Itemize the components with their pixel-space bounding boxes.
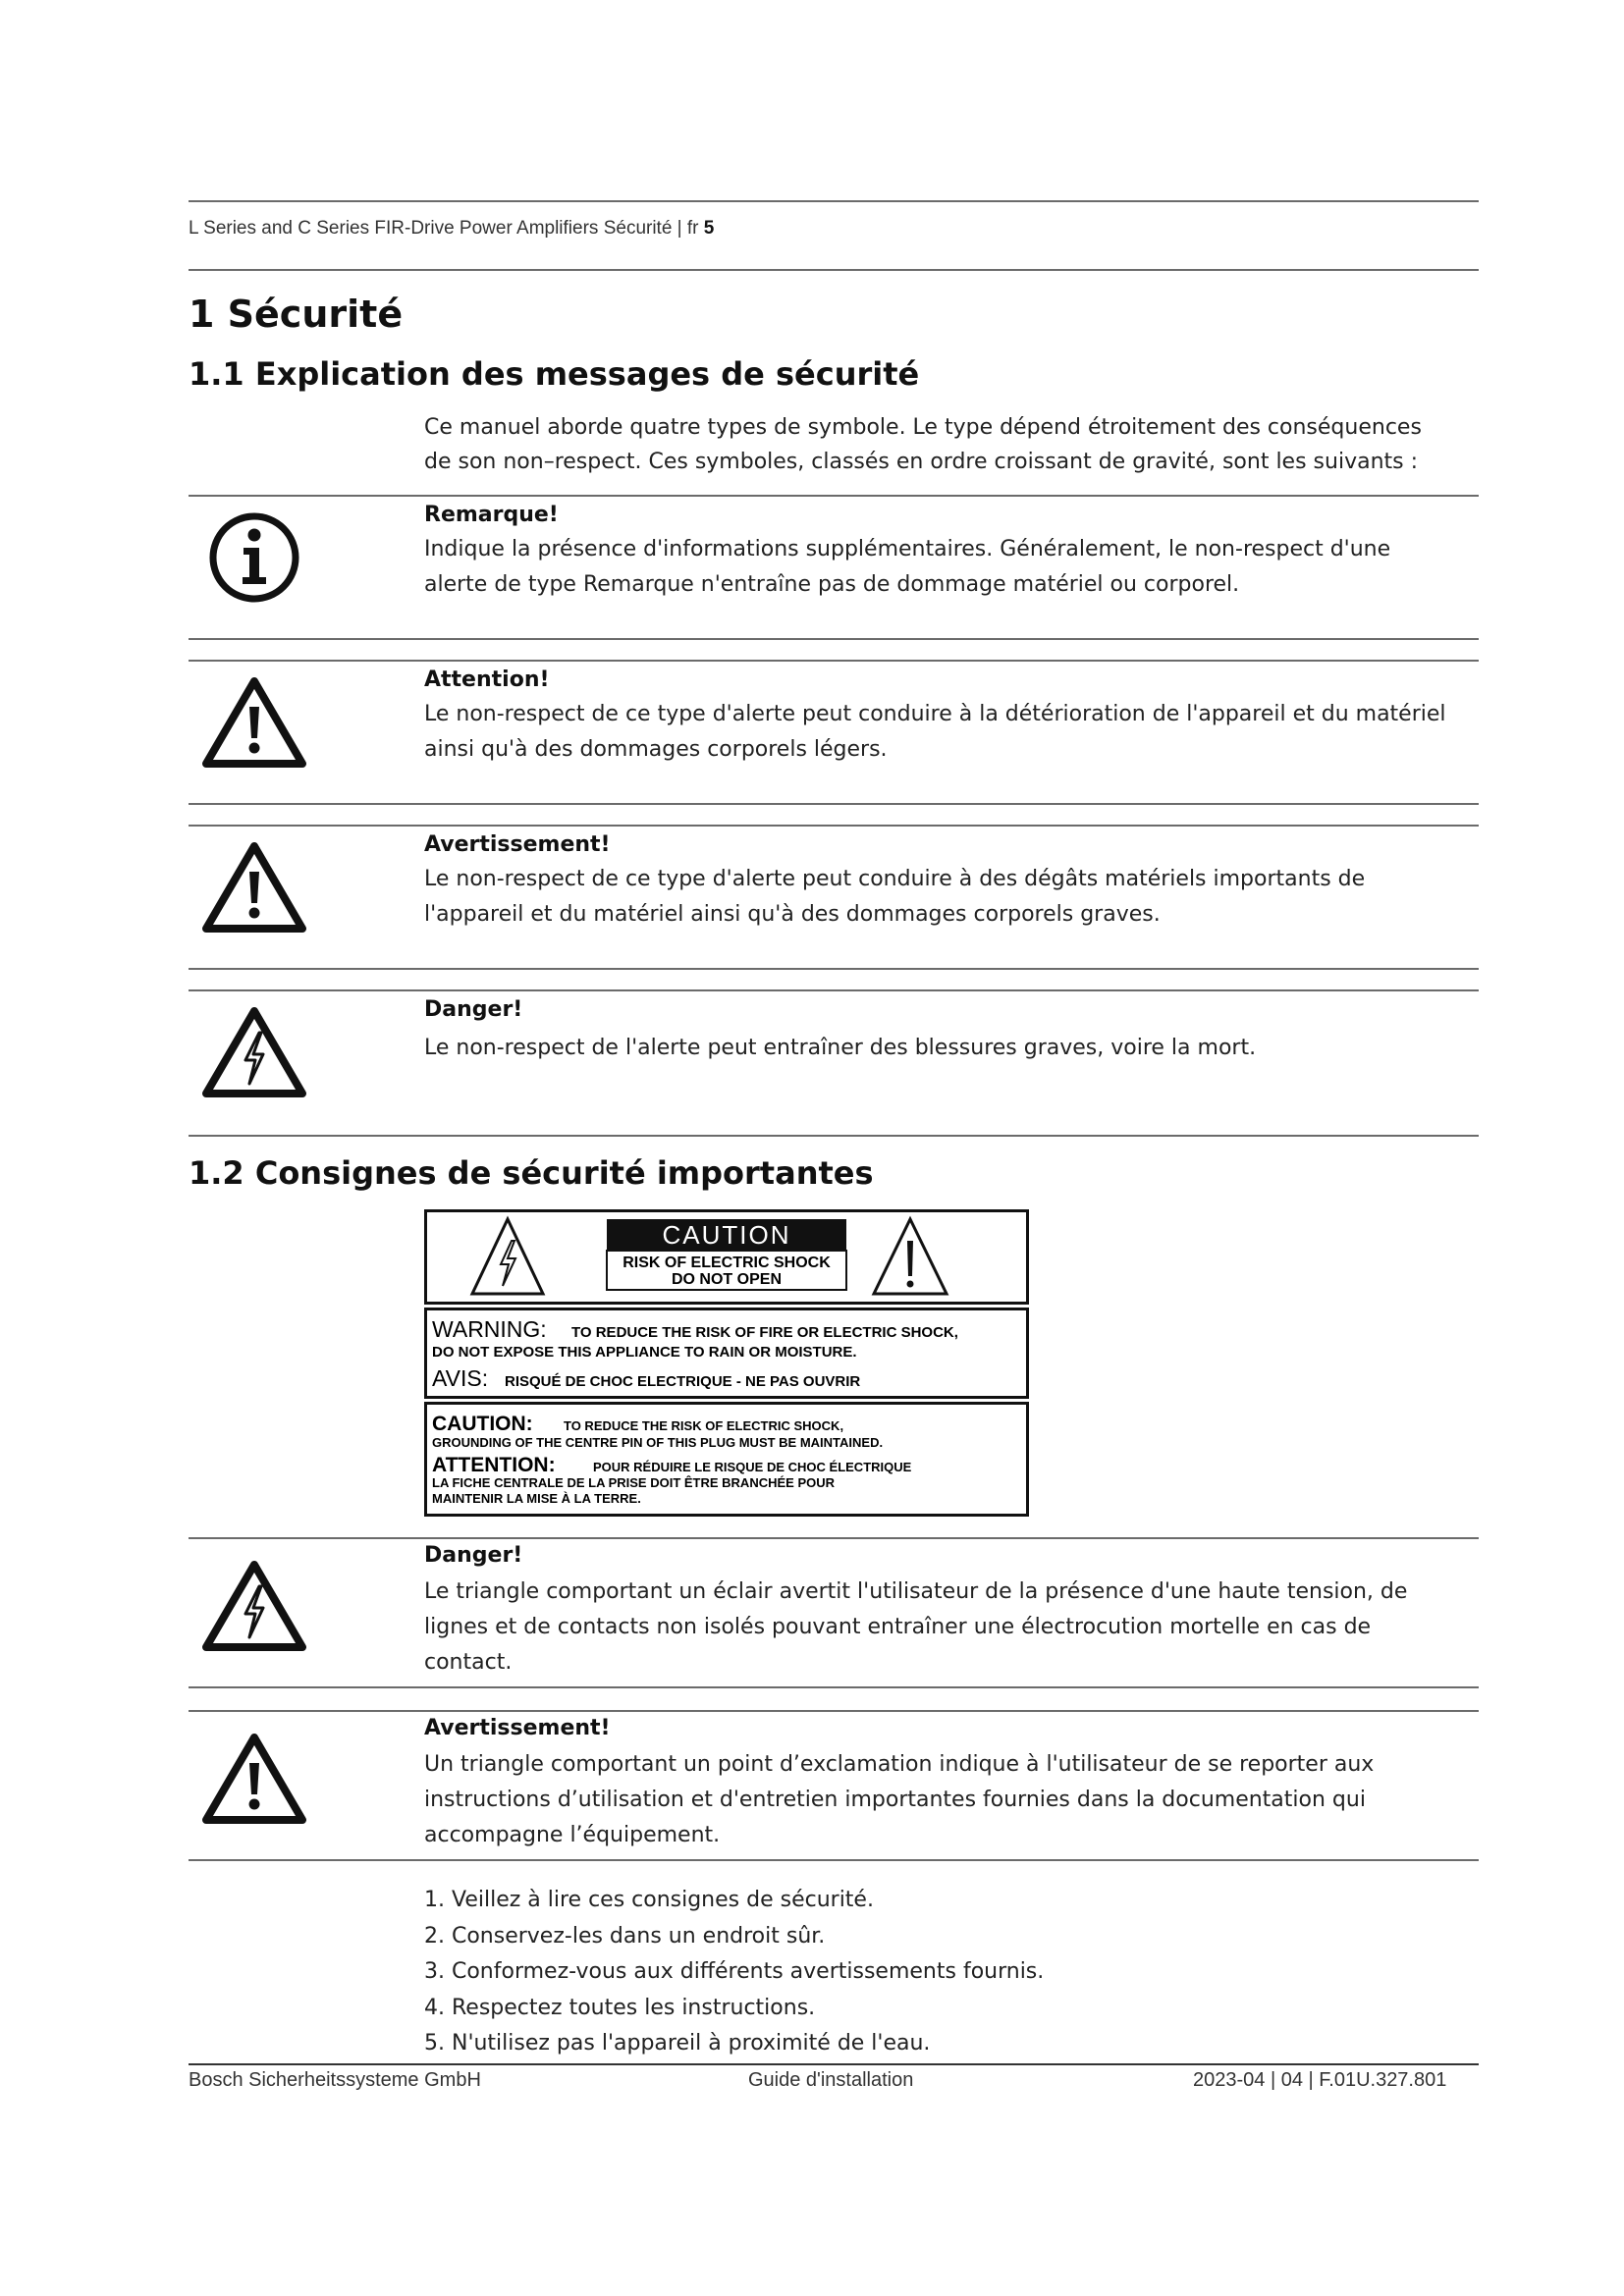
intro-line-2: de son non–respect. Ces symboles, classés en ordre croissant de gravité, sont les suivants : (424, 450, 1418, 474)
note-top-rule (189, 825, 1479, 827)
note-body-danger (424, 1575, 1477, 1681)
caution-line-1: TO REDUCE THE RISK OF ELECTRIC SHOCK, (564, 1418, 844, 1433)
intro-line-1: Ce manuel aborde quatre types de symbole. Le type dépend étroitement des conséquences (424, 415, 1422, 440)
note-body-line: Un triangle comportant un point d’exclamation indique à l'utilisateur de se reporter aux (424, 1752, 1375, 1777)
note-top-rule (189, 495, 1479, 497)
high-voltage-icon (200, 1557, 308, 1655)
running-header (189, 218, 714, 240)
risk-line-2: DO NOT OPEN (671, 1271, 783, 1288)
attention-line-2: LA FICHE CENTRALE DE LA PRISE DOIT ÊTRE BRANCHÉE POUR (432, 1475, 836, 1490)
subsection-title-1-1: 1.1 Explication des messages de sécurité (189, 355, 920, 393)
note-top-rule (189, 1537, 1479, 1539)
info-icon (200, 508, 308, 607)
note-bottom-rule (189, 1686, 1479, 1688)
note-body-line: instructions d’utilisation et d'entretien importantes fournies dans la documentation qui (424, 1788, 1366, 1812)
note-body-line: contact. (424, 1650, 513, 1675)
note-bottom-rule (189, 968, 1479, 970)
note-title-avertissement: Avertissement! (424, 1716, 611, 1740)
note-body-avertissement (424, 862, 1477, 933)
note-body-line: alerte de type Remarque n'entraîne pas de dommage matériel ou corporel. (424, 572, 1240, 597)
header-bottom-rule (189, 269, 1479, 271)
intro-paragraph (424, 410, 1475, 479)
list-item: 4. Respectez toutes les instructions. (424, 1995, 816, 2020)
warning-triangle-icon (200, 838, 308, 936)
note-body-line: Le non-respect de ce type d'alerte peut conduire à la détérioration de l'appareil et du matériel (424, 702, 1446, 726)
note-title-danger: Danger! (424, 1543, 523, 1568)
note-body-line: accompagne l’équipement. (424, 1823, 721, 1847)
list-item: 3. Conformez-vous aux différents avertissements fournis. (424, 1959, 1045, 1984)
warning-triangle-icon (200, 673, 308, 772)
note-body-line: ainsi qu'à des dommages corporels légers. (424, 737, 888, 762)
footer-rule (189, 2063, 1479, 2065)
header-title: L Series and C Series FIR-Drive Power Amplifiers Sécurité | fr (189, 218, 699, 239)
note-body-line: Le triangle comportant un éclair avertit l'utilisateur de la présence d'une haute tension, de (424, 1579, 1408, 1604)
caution-label (424, 1209, 1029, 1518)
attention-word: ATTENTION: (432, 1454, 556, 1476)
note-body-line: Le non-respect de ce type d'alerte peut conduire à des dégâts matériels importants de (424, 867, 1366, 891)
warning-triangle-icon (874, 1219, 947, 1294)
caution-line-2: GROUNDING OF THE CENTRE PIN OF THIS PLUG MUST BE MAINTAINED. (432, 1435, 884, 1450)
header-top-rule (189, 200, 1479, 202)
avis-word: AVIS: (432, 1365, 489, 1391)
risk-line-1: RISK OF ELECTRIC SHOCK (623, 1255, 831, 1271)
high-voltage-icon (200, 1003, 308, 1101)
note-body-line: l'appareil et du matériel ainsi qu'à des dommages corporels graves. (424, 902, 1161, 927)
avis-text: RISQUÉ DE CHOC ELECTRIQUE - NE PAS OUVRIR (505, 1373, 861, 1390)
note-bottom-rule (189, 1859, 1479, 1861)
list-item: 2. Conservez-les dans un endroit sûr. (424, 1923, 826, 1949)
instruction-list (424, 1883, 1044, 2062)
warning-line-2: DO NOT EXPOSE THIS APPLIANCE TO RAIN OR MOISTURE. (432, 1344, 857, 1361)
note-top-rule (189, 660, 1479, 662)
subsection-title-1-2: 1.2 Consignes de sécurité importantes (189, 1154, 874, 1192)
caution-title: CAUTION (662, 1220, 791, 1250)
note-body-line: lignes et de contacts non isolés pouvant entraîner une électrocution mortelle en cas de (424, 1615, 1372, 1639)
list-item: 1. Veillez à lire ces consignes de sécurité. (424, 1888, 874, 1912)
note-top-rule (189, 989, 1479, 991)
footer-doc-type: Guide d'installation (748, 2069, 914, 2091)
note-title-danger: Danger! (424, 997, 523, 1022)
note-title-remarque: Remarque! (424, 503, 559, 527)
note-bottom-rule (189, 803, 1479, 805)
note-body-line: Le non-respect de l'alerte peut entraîner des blessures graves, voire la mort. (424, 1036, 1257, 1060)
attention-line-3: MAINTENIR LA MISE À LA TERRE. (432, 1491, 641, 1506)
note-body-attention (424, 697, 1477, 768)
note-title-attention: Attention! (424, 667, 550, 692)
list-item: 5. N'utilisez pas l'appareil à proximité de l'eau. (424, 2031, 931, 2056)
high-voltage-icon (472, 1219, 543, 1294)
warning-line-1: TO REDUCE THE RISK OF FIRE OR ELECTRIC SHOCK, (571, 1324, 958, 1341)
note-body-remarque (424, 532, 1477, 603)
warning-triangle-icon (200, 1730, 308, 1828)
section-title: 1 Sécurité (189, 293, 404, 336)
note-title-avertissement: Avertissement! (424, 832, 611, 857)
note-bottom-rule (189, 638, 1479, 640)
note-body-danger (424, 1031, 1477, 1066)
note-body-avertissement (424, 1747, 1477, 1853)
footer-doc-ref: 2023-04 | 04 | F.01U.327.801 (1193, 2069, 1447, 2091)
warning-word: WARNING: (432, 1316, 547, 1342)
note-top-rule (189, 1710, 1479, 1712)
attention-line-1: POUR RÉDUIRE LE RISQUE DE CHOC ÉLECTRIQUE (593, 1460, 912, 1474)
note-body-line: Indique la présence d'informations supplémentaires. Généralement, le non-respect d'une (424, 537, 1391, 561)
caution-word: CAUTION: (432, 1413, 533, 1435)
footer-company: Bosch Sicherheitssysteme GmbH (189, 2069, 481, 2091)
note-bottom-rule (189, 1135, 1479, 1137)
header-page-number: 5 (703, 218, 715, 239)
